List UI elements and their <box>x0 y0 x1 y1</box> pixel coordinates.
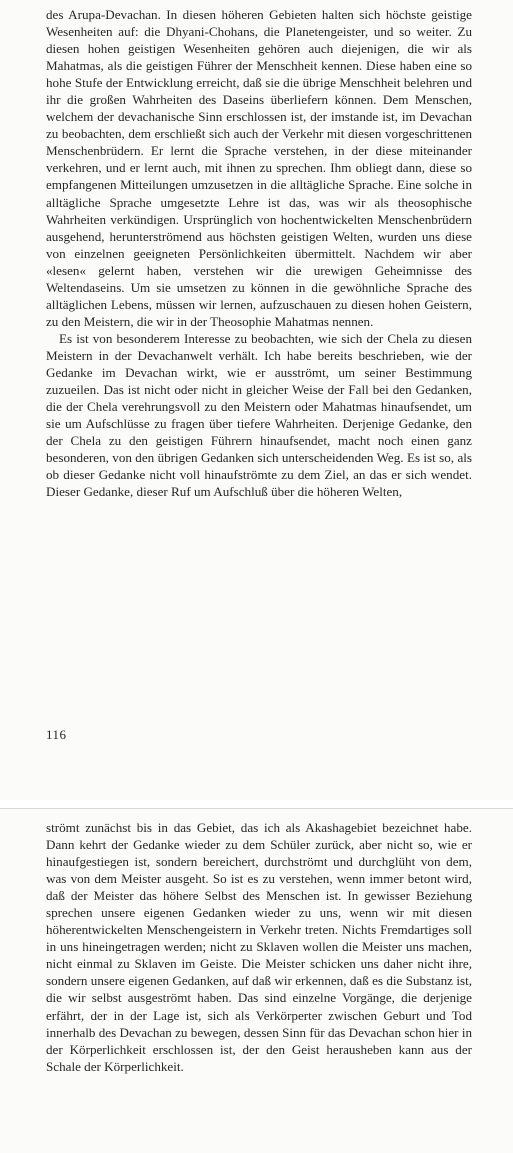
paragraph: strömt zunächst bis in das Gebiet, das ich als Akashagebiet bezeichnet habe. Dann kehrt der Gedanke wieder zu dem Schüler zurück, aber nicht so, wie er hinaufgestiegen ist, sondern bereichert, durchströmt und durchglüht von dem, was von dem Meister ausgeht. So ist es zu verstehen, wenn immer betont wird, daß der Meister das höhere Selbst des Menschen ist. In gewisser Beziehung sprechen unsere eigenen Gedanken wieder zu uns, wenn wir mit diesen höherentwickelten Menschengeistern in Verkehr treten. Nichts Fremdartiges soll in uns hineingetragen werden; nicht zu Sklaven wollen die Meister uns machen, nicht einmal zu Sklaven im Geiste. Die Meister schicken uns daher nicht ihre, sondern unsere eigenen Gedanken, auf daß wir erkennen, daß es die Substanz ist, die wir selbst ausgeströmt haben. Das sind einzelne Vorgänge, die derjenige erfährt, der in der Lage ist, sich als Verkörperter zwischen Geburt und Tod innerhalb des Devachan zu bewegen, dessen Sinn für das Devachan schon hier in der Körperlichkeit erschlossen ist, der den Geist herausheben kann aus der Schale der Körperlichkeit. <box>46 820 472 1074</box>
page-body-text <box>46 6 472 500</box>
paragraph: Es ist von besonderem Interesse zu beobachten, wie sich der Chela zu diesen Meistern in der Devachanwelt verhält. Ich habe bereits beschrieben, wie der Gedanke im Devachan wirkt, wie er ausströmt, um seiner Bestimmung zuzueilen. Das ist nicht oder nicht in gleicher Weise der Fall bei den Gedanken, die der Chela verehrungsvoll zu den Meistern oder Mahatmas hinaufsendet, um sie um Aufschlüsse zu fragen über tiefere Wahrheiten. Derjenige Gedanke, den der Chela zu den geistigen Führern hinaufsendet, macht noch einen ganz besonderen, von den übrigen Gedanken sich unterscheidenden Weg. Es ist so, als ob dieser Gedanke nicht voll hinaufströmte zu dem Ziel, an das er sich wendet. Dieser Gedanke, dieser Ruf um Aufschluß über die höheren Welten, <box>46 330 472 500</box>
paragraph: des Arupa-Devachan. In diesen höheren Gebieten halten sich höchste geistige Wesenheiten auf: die Dhyani-Chohans, die Planetengeister, und so weiter. Zu diesen hohen geistigen Wesenheiten gehören auch diejenigen, die wir als Mahatmas, als die geistigen Führer der Menschheit kennen. Diese haben eine so hohe Stufe der Entwicklung erreicht, daß sie die übrige Menschheit belehren und ihr die großen Wahrheiten des Daseins überliefern können. Dem Menschen, welchem der devachanische Sinn erschlossen ist, der imstande ist, im Devachan zu beobachten, dem erschließt sich auch der Verkehr mit diesen vorgeschrittenen Menschenbrüdern. Er lernt die Sprache verstehen, in der diese miteinander verkehren, und er lernt auch, mit ihnen zu sprechen. Ihm obliegt dann, diese so empfangenen Mitteilungen umzusetzen in die alltägliche Sprache. Eine solche in alltägliche Sprache umgesetzte Lehre ist das, was wir als theosophische Wahrheiten verkündigen. Ursprünglich von hochentwickelten Menschenbrüdern ausgehend, herunterströmend aus höchsten geistigen Welten, wurden uns diese von einzelnen geeigneten Persönlichkeiten übermittelt. Nachdem wir aber «lesen« gelernt haben, verstehen wir die urewigen Geheimnisse des Weltendaseins. Um sie umsetzen zu können in die gewöhnliche Sprache des alltäglichen Lebens, müssen wir lernen, aufzuschauen zu diesen hohen Geistern, zu den Meistern, die wir in der Theosophie Mahatmas nennen. <box>46 7 472 329</box>
book-page-117 <box>0 808 513 1153</box>
page-number: 116 <box>46 727 67 742</box>
page-body-text <box>46 819 472 1075</box>
